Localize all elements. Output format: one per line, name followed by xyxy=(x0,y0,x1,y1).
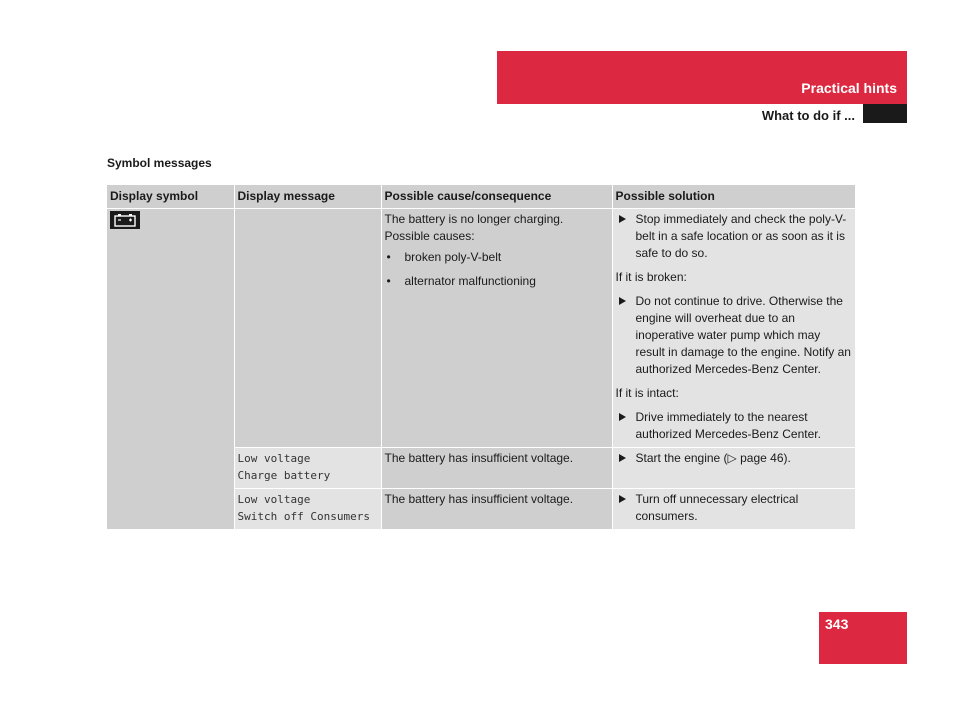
condition-note: If it is broken: xyxy=(615,270,687,284)
condition-note: If it is intact: xyxy=(615,386,679,400)
solution-step: Drive immediately to the nearest authorized Mercedes-Benz Center. xyxy=(616,409,853,443)
cause-cell xyxy=(381,209,612,448)
chapter-title: Practical hints xyxy=(801,80,897,96)
battery-warning-icon xyxy=(110,211,140,229)
message-line: Switch off Consumers xyxy=(237,510,370,523)
cause-cell: The battery has insufficient voltage. xyxy=(381,448,612,489)
list-item: • broken poly-V-belt xyxy=(385,249,609,266)
header-band xyxy=(497,51,907,104)
message-cell xyxy=(234,448,381,489)
cause-intro: The battery is no longer charging. xyxy=(384,212,564,226)
solution-step: Do not continue to drive. Otherwise the engine will overheat due to an inoperative water pump which may result in damage to the engine. Notify an authorized Mercedes-Benz Center. xyxy=(616,293,853,378)
section-title: Symbol messages xyxy=(107,156,212,170)
message-cell xyxy=(234,489,381,530)
column-header-message: Display message xyxy=(234,185,381,209)
table-header-row xyxy=(107,185,855,209)
cause-cell: The battery has insufficient voltage. xyxy=(381,489,612,530)
solution-cell xyxy=(612,209,855,448)
page-number-band xyxy=(819,612,907,664)
section-tab-marker xyxy=(863,104,907,123)
list-item: • alternator malfunctioning xyxy=(385,273,609,290)
solution-cell xyxy=(612,489,855,530)
symbol-messages-table xyxy=(107,185,855,530)
table-row xyxy=(107,209,855,448)
message-cell-empty xyxy=(234,209,381,448)
column-header-solution: Possible solution xyxy=(612,185,855,209)
solution-step: Start the engine (▷ page 46). xyxy=(616,450,853,467)
solution-cell xyxy=(612,448,855,489)
column-header-symbol: Display symbol xyxy=(107,185,234,209)
section-heading: What to do if ... xyxy=(761,108,855,123)
message-line: Low voltage xyxy=(237,452,311,465)
cause-sub: Possible causes: xyxy=(384,229,475,243)
message-line: Charge battery xyxy=(237,469,331,482)
solution-step: Stop immediately and check the poly-V-belt in a safe location or as soon as it is safe to do so. xyxy=(616,211,853,262)
solution-step: Turn off unnecessary electrical consumers. xyxy=(616,491,853,525)
message-line: Low voltage xyxy=(237,493,311,506)
page-number: 343 xyxy=(825,616,849,632)
column-header-cause: Possible cause/consequence xyxy=(381,185,612,209)
symbol-cell xyxy=(107,209,234,530)
cause-list xyxy=(385,249,609,290)
